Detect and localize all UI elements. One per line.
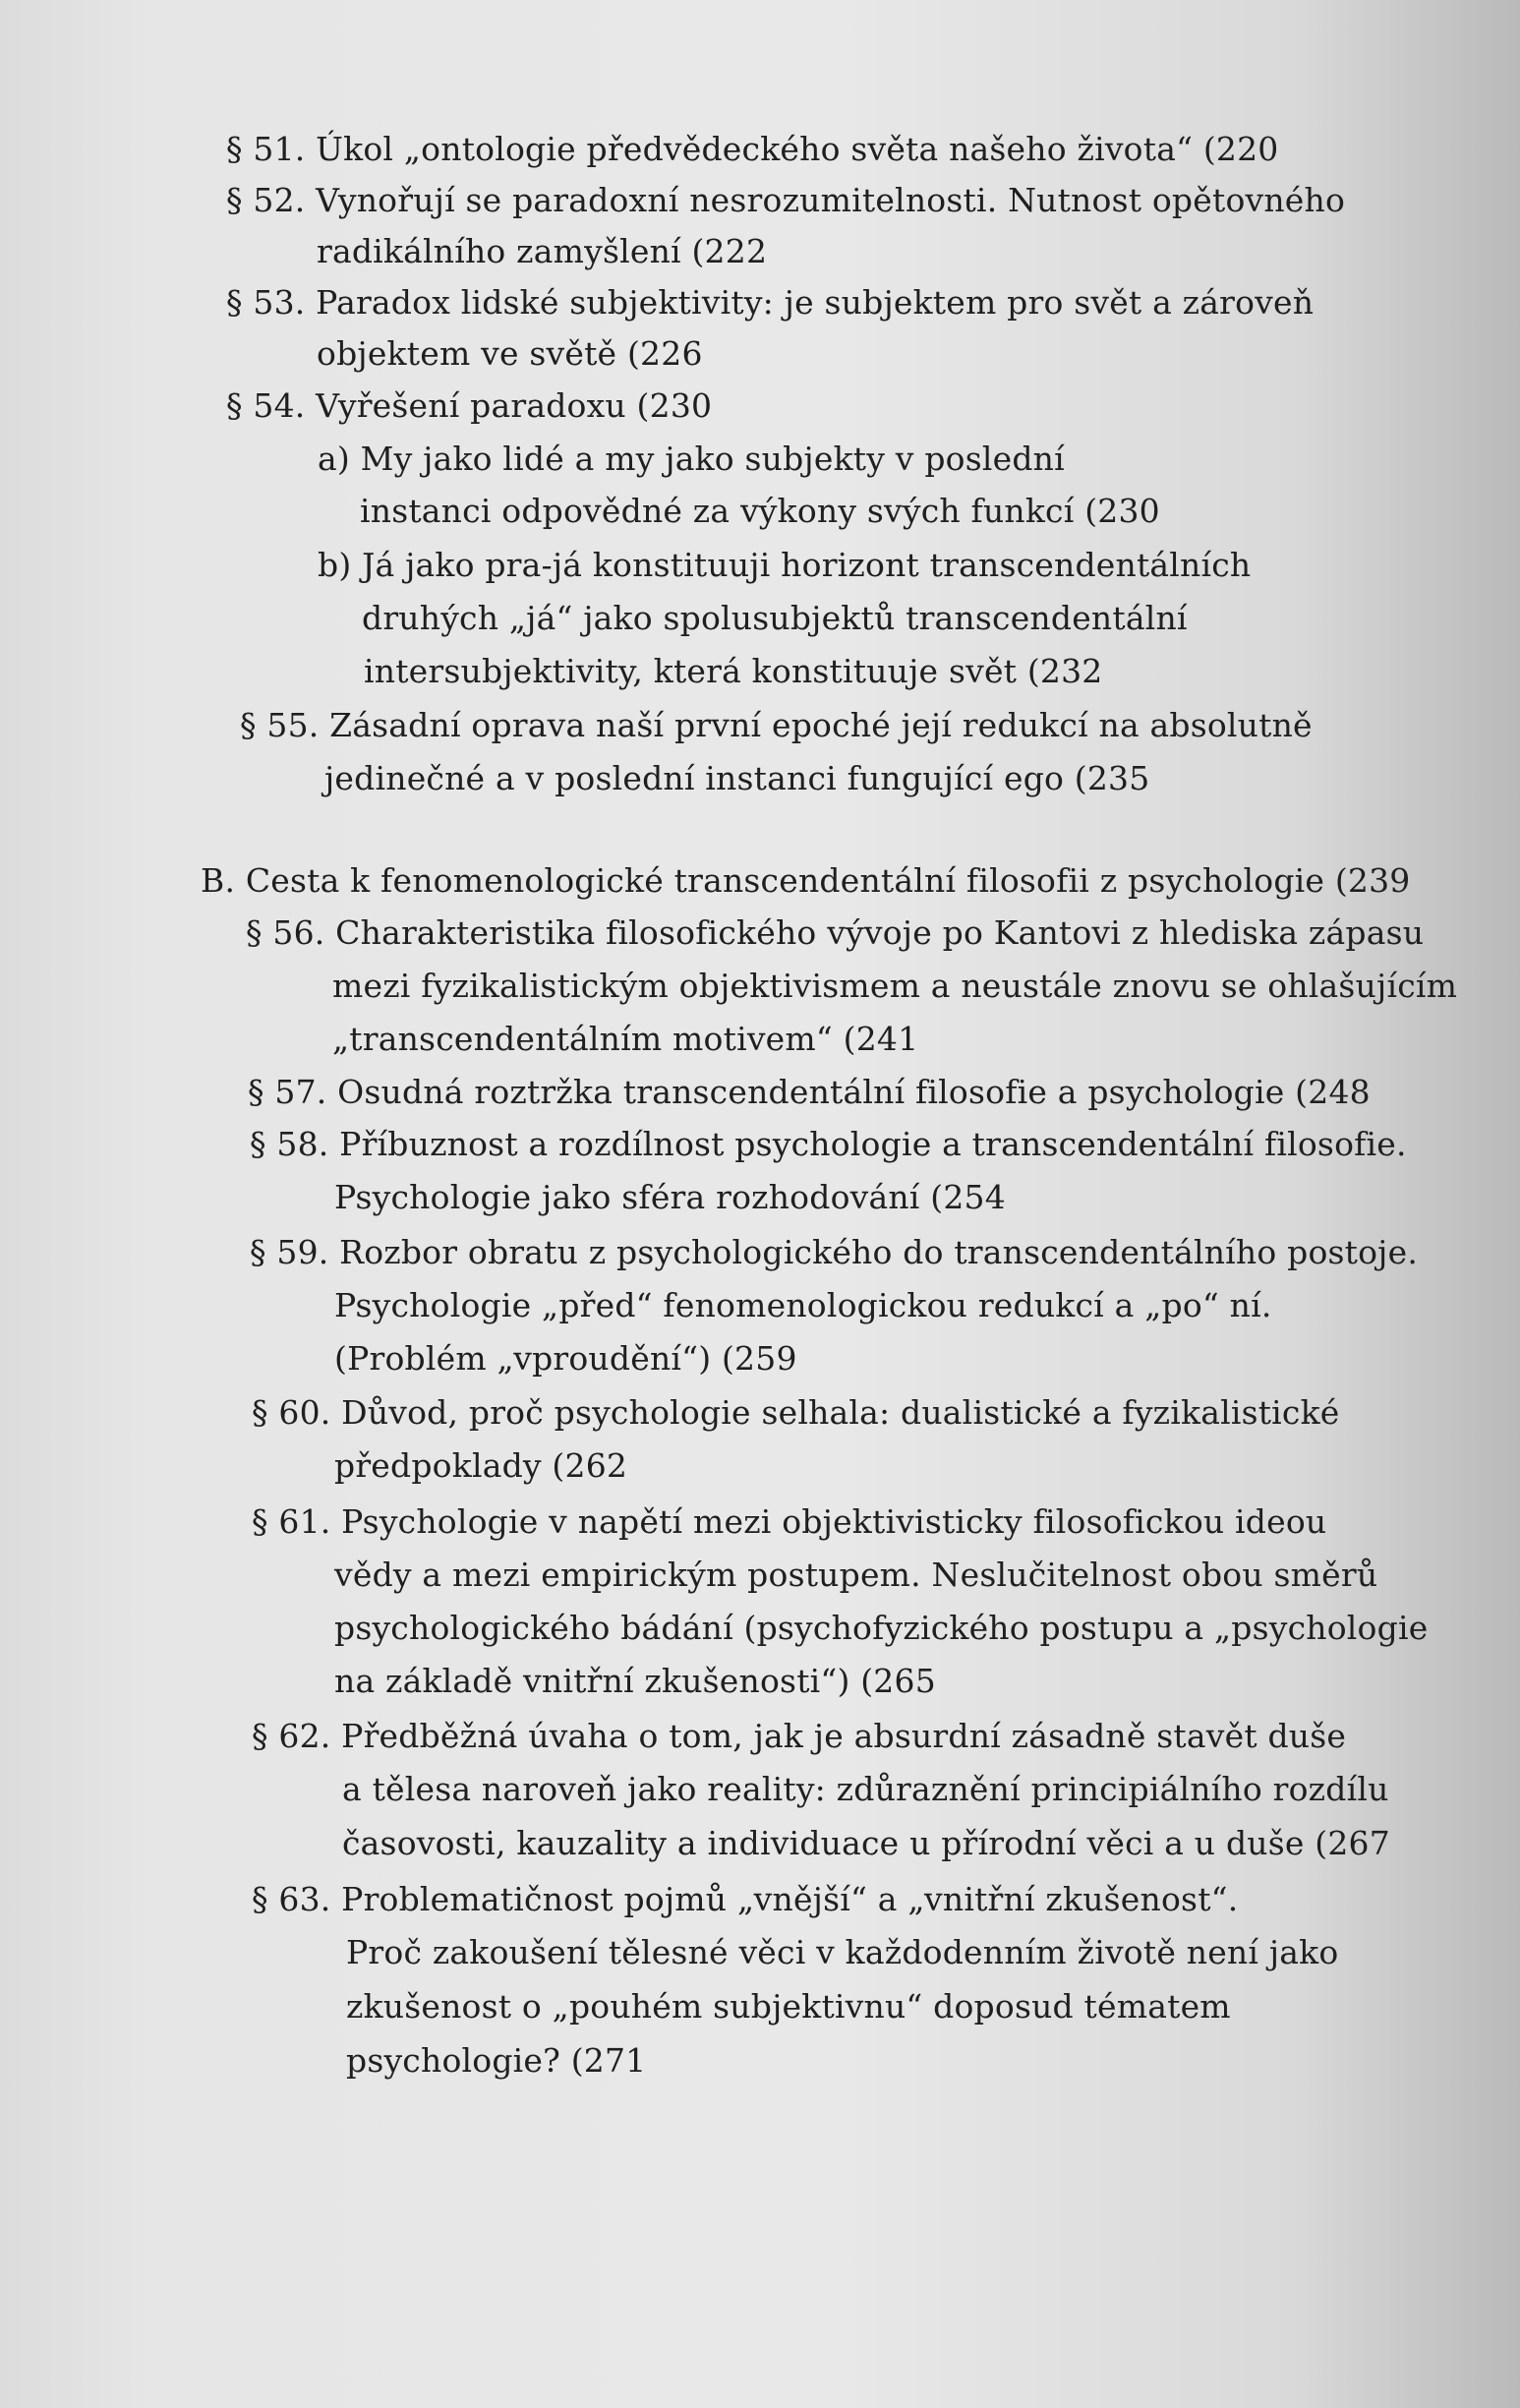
toc-entry-52-line-1: § 52. Vynořují se paradoxní nesrozumitelnosti. Nutnost opětovného <box>226 181 1346 219</box>
toc-entry-63-line-2: Proč zakoušení tělesné věci v každodenním životě není jako <box>346 1933 1339 1971</box>
toc-entry-55-line-1: § 55. Zásadní oprava naší první epoché její redukcí na absolutně <box>240 706 1313 744</box>
toc-entry-61-line-2: vědy a mezi empirickým postupem. Neslučitelnost obou směrů <box>334 1556 1378 1594</box>
toc-entry-61-line-3: psychologického bádání (psychofyzického postupu a „psychologie <box>334 1609 1429 1647</box>
toc-entry-59-line-2: Psychologie „před“ fenomenologickou redukcí a „po“ ní. <box>334 1286 1272 1324</box>
toc-entry-63-line-4: psychologie? (271 <box>346 2041 647 2080</box>
toc-entry-56-line-2: mezi fyzikalistickým objektivismem a neustále znovu se ohlašujícím <box>332 967 1458 1005</box>
toc-entry-52-line-2: radikálního zamyšlení (222 <box>317 232 768 270</box>
toc-entry-51-line-1: § 51. Úkol „ontologie předvědeckého světa našeho života“ (220 <box>226 130 1279 168</box>
toc-entry-57-line-1: § 57. Osudná roztržka transcendentální filosofie a psychologie (248 <box>248 1073 1371 1111</box>
toc-entry-62-line-3: časovosti, kauzality a individuace u přírodní věci a u duše (267 <box>342 1824 1390 1862</box>
toc-entry-62-line-1: § 62. Předběžná úvaha o tom, jak je absurdní zásadně stavět duše <box>252 1717 1347 1755</box>
toc-entry-60-line-1: § 60. Důvod, proč psychologie selhala: dualistické a fyzikalistické <box>252 1393 1340 1432</box>
toc-entry-53-line-2: objektem ve světě (226 <box>317 334 703 373</box>
toc-entry-54b-line-3: intersubjektivity, která konstituuje svět (232 <box>364 652 1103 690</box>
toc-entry-59-line-3: (Problém „vproudění“) (259 <box>334 1339 797 1378</box>
toc-entry-56-line-3: „transcendentálním motivem“ (241 <box>332 1020 919 1058</box>
toc-entry-54b-line-1: b) Já jako pra-já konstituuji horizont transcendentálních <box>318 546 1252 584</box>
toc-entry-58-line-1: § 58. Příbuznost a rozdílnost psychologie a transcendentální filosofie. <box>250 1125 1407 1163</box>
toc-entry-55-line-2: jedinečné a v poslední instanci fungující ego (235 <box>324 759 1150 797</box>
toc-entry-60-line-2: předpoklady (262 <box>334 1446 628 1485</box>
toc-entry-63-line-3: zkušenost o „pouhém subjektivnu“ doposud tématem <box>346 1987 1231 2026</box>
toc-entry-63-line-1: § 63. Problematičnost pojmů „vnější“ a „vnitřní zkušenost“. <box>252 1880 1239 1918</box>
toc-entry-54a-line-1: a) My jako lidé a my jako subjekty v poslední <box>318 440 1065 478</box>
toc-entry-53-line-1: § 53. Paradox lidské subjektivity: je subjektem pro svět a zároveň <box>226 283 1315 322</box>
toc-entry-61-line-4: na základě vnitřní zkušenosti“) (265 <box>334 1662 936 1700</box>
toc-section-b: B. Cesta k fenomenologické transcendentální filosofii z psychologie (239 <box>201 861 1411 900</box>
toc-entry-54b-line-2: druhých „já“ jako spolusubjektů transcendentální <box>362 599 1188 637</box>
toc-entry-58-line-2: Psychologie jako sféra rozhodování (254 <box>334 1178 1006 1216</box>
toc-entry-59-line-1: § 59. Rozbor obratu z psychologického do transcendentálního postoje. <box>250 1233 1419 1271</box>
toc-entry-56-line-1: § 56. Charakteristika filosofického vývoje po Kantovi z hlediska zápasu <box>246 913 1425 952</box>
toc-entry-54-line-1: § 54. Vyřešení paradoxu (230 <box>226 386 713 425</box>
toc-entry-62-line-2: a tělesa naroveň jako reality: zdůraznění principiálního rozdílu <box>342 1770 1389 1808</box>
toc-entry-61-line-1: § 61. Psychologie v napětí mezi objektivisticky filosofickou ideou <box>252 1502 1327 1541</box>
toc-entry-54a-line-2: instanci odpovědné za výkony svých funkcí (230 <box>360 492 1160 530</box>
